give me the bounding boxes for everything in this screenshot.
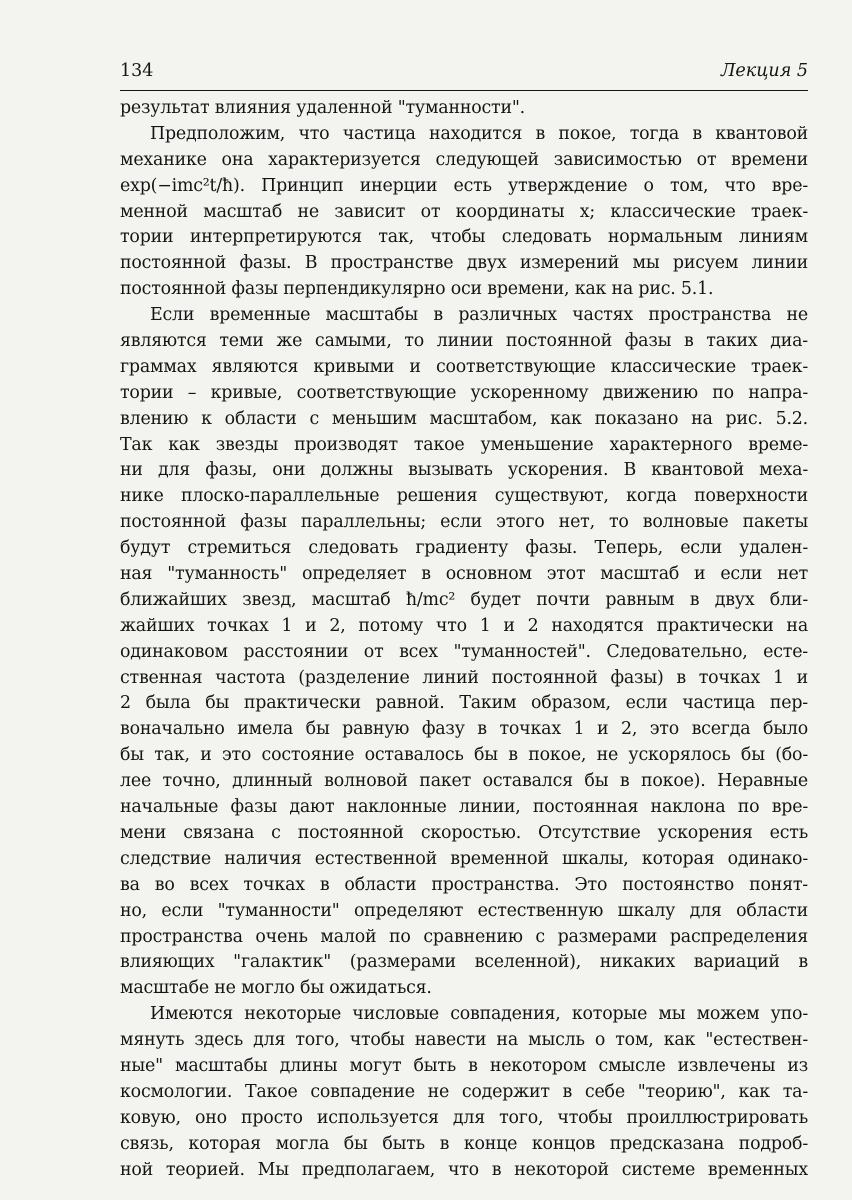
running-header bbox=[120, 56, 808, 86]
text-line: космологии. Такое совпадение не содержит в себе "теорию", как та- bbox=[120, 1081, 808, 1102]
text-line: тории – кривые, соответствующие ускоренному движению по напра- bbox=[120, 382, 808, 403]
text-line: постоянной фазы перпендикулярно оси времени, как на рис. 5.1. bbox=[120, 279, 714, 300]
text-line: результат влияния удаленной "туманности". bbox=[120, 98, 525, 118]
text-line: 2 была бы практически равной. Таким образом, если частица пер- bbox=[120, 693, 808, 714]
text-line: exp(−imc²t/ħ). Принцип инерции есть утверждение о том, что вре- bbox=[120, 175, 808, 196]
paragraph bbox=[120, 303, 808, 1002]
text-line: ственная частота (разделение линий постоянной фазы) в точках 1 и bbox=[120, 667, 808, 688]
text-line: менной масштаб не зависит от координаты x; классические траек- bbox=[120, 201, 808, 222]
text-line: мени связана с постоянной скоростью. Отсутствие ускорения есть bbox=[120, 822, 808, 843]
text-line: граммах являются кривыми и соответствующие классические траек- bbox=[120, 356, 808, 377]
text-line: влияющих "галактик" (размерами вселенной), никаких вариаций в bbox=[120, 952, 808, 973]
text-line: влению к области с меньшим масштабом, как показано на рис. 5.2. bbox=[120, 408, 808, 429]
text-line: ва во всех точках в области пространства. Это постоянство понят- bbox=[120, 874, 808, 895]
text-line: ближайших звезд, масштаб ħ/mc² будет почти равным в двух бли- bbox=[120, 589, 808, 610]
page-number: 134 bbox=[120, 61, 154, 81]
paragraph bbox=[120, 122, 808, 303]
body-text bbox=[120, 96, 808, 1183]
header-rule bbox=[120, 90, 808, 91]
running-title: Лекция 5 bbox=[720, 61, 808, 81]
text-line: будут стремиться следовать градиенту фазы. Теперь, если удален- bbox=[120, 538, 808, 559]
paragraph bbox=[120, 1002, 808, 1183]
text-line: жайших точках 1 и 2, потому что 1 и 2 находятся практически на bbox=[120, 615, 808, 636]
text-line: масштабе не могло бы ожидаться. bbox=[120, 978, 432, 999]
text-line: механике она характеризуется следующей зависимостью от времени bbox=[120, 149, 808, 170]
text-line: Если временные масштабы в различных частях пространства не bbox=[150, 305, 808, 326]
text-line: мянуть здесь для того, чтобы навести на мысль о том, как "естествен- bbox=[120, 1030, 808, 1051]
text-line: являются теми же самыми, то линии постоянной фазы в таких диа- bbox=[120, 331, 808, 352]
text-line: но, если "туманности" определяют естественную шкалу для области bbox=[120, 900, 808, 921]
text-line: одинаковом расстоянии от всех "туманностей". Следовательно, есте- bbox=[120, 641, 808, 662]
text-line: Так как звезды производят такое уменьшение характерного време- bbox=[120, 434, 808, 455]
text-line: следствие наличия естественной временной шкалы, которая одинако- bbox=[120, 848, 808, 869]
text-line: постоянной фазы параллельны; если этого нет, то волновые пакеты bbox=[120, 512, 808, 533]
text-line: ные" масштабы длины могут быть в некотором смысле извлечены из bbox=[120, 1055, 808, 1076]
text-line: Предположим, что частица находится в покое, тогда в квантовой bbox=[150, 123, 808, 144]
text-line: начальные фазы дают наклонные линии, постоянная наклона по вре- bbox=[120, 797, 808, 818]
text-line: ной теорией. Мы предполагаем, что в некоторой системе временных bbox=[120, 1159, 808, 1180]
text-line: лее точно, длинный волновой пакет оставался бы в покое). Неравные bbox=[120, 771, 808, 792]
text-line: воначально имела бы равную фазу в точках 1 и 2, это всегда было bbox=[120, 719, 808, 740]
paragraph bbox=[120, 96, 808, 122]
text-line: нике плоско-параллельные решения существуют, когда поверхности bbox=[120, 486, 808, 507]
text-line: постоянной фазы. В пространстве двух измерений мы рисуем линии bbox=[120, 253, 808, 274]
text-line: пространства очень малой по сравнению с размерами распределения bbox=[120, 926, 808, 947]
text-line: ни для фазы, они должны вызывать ускорения. В квантовой меха- bbox=[120, 460, 808, 481]
text-line: связь, которая могла бы быть в конце концов предсказана подроб- bbox=[120, 1133, 808, 1154]
text-line: бы так, и это состояние оставалось бы в покое, не ускорялось бы (бо- bbox=[120, 745, 808, 766]
text-line: Имеются некоторые числовые совпадения, которые мы можем упо- bbox=[150, 1004, 808, 1025]
text-line: ная "туманность" определяет в основном этот масштаб и если нет bbox=[120, 564, 808, 585]
text-line: тории интерпретируются так, чтобы следовать нормальным линиям bbox=[120, 227, 808, 248]
text-line: ковую, оно просто используется для того, чтобы проиллюстрировать bbox=[120, 1107, 808, 1128]
